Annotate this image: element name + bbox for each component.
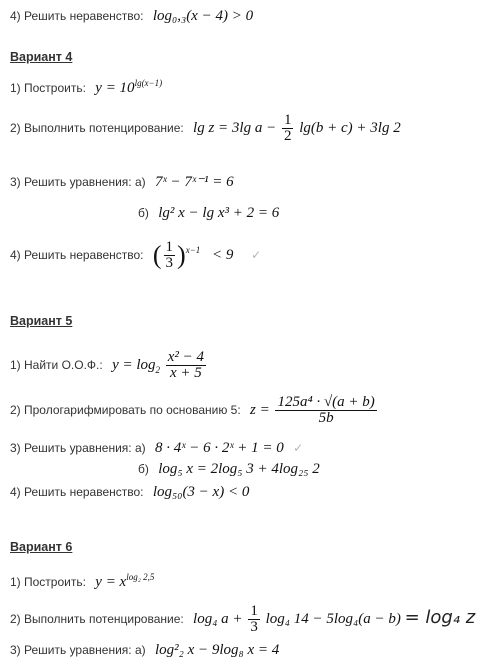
v5-task-2-frac-num: 125a⁴ · √(a + b) xyxy=(277,394,375,410)
v5-task-1-log-base: 2 xyxy=(155,364,161,375)
v5-task-2-fraction xyxy=(275,395,376,426)
top-inequality-expr: log₀,₃(x − 4) > 0 xyxy=(152,8,254,24)
v6-task-1-expr xyxy=(95,574,154,590)
v4-task-3-label: 3) Решить уравнения: а) xyxy=(10,175,146,189)
v6-task-2-frac-den: 3 xyxy=(250,619,258,635)
variant-5-title: Вариант 5 xyxy=(10,314,73,328)
v4-task-4-frac-num: 1 xyxy=(165,239,174,255)
v5-task-1 xyxy=(10,350,208,381)
v6-task-2-expr-b: log₄ 14 − 5log₄(a − b) xyxy=(265,610,401,627)
v5-task-1-fraction xyxy=(166,350,206,381)
v4-task-1 xyxy=(10,80,162,97)
v4-task-1-exponent: lg(x−1) xyxy=(134,78,163,88)
v5-task-1-expr-a: y = log xyxy=(112,356,156,373)
v4-task-4-close-paren: ) xyxy=(177,240,186,270)
v4-task-2-fraction xyxy=(282,113,294,144)
v5-task-3a-expr: 8 · 4ˣ − 6 · 2ˣ + 1 = 0 xyxy=(154,440,284,456)
v4-task-4-exponent: x−1 xyxy=(185,244,201,255)
top-inequality-label: 4) Решить неравенство: xyxy=(10,9,144,23)
v6-task-3a-expr: log²₂ x − 9log₈ x = 4 xyxy=(154,642,280,658)
v6-task-2 xyxy=(10,604,475,635)
v6-task-1 xyxy=(10,574,154,591)
v6-task-2-label: 2) Выполнить потенцирование: xyxy=(10,611,184,626)
v4-task-3b xyxy=(138,205,279,222)
v4-task-4-open-paren: ( xyxy=(152,240,162,270)
v5-task-4-expr: log₅₀(3 − x) < 0 xyxy=(152,484,250,500)
v5-task-3b-expr: log₅ x = 2log₅ 3 + 4log₂₅ 2 xyxy=(158,461,320,477)
v5-task-2-lhs: z = xyxy=(250,401,270,418)
v4-task-2-expr-b: lg(b + c) + 3lg 2 xyxy=(299,119,401,136)
v4-task-4-relation: < 9 xyxy=(212,246,234,263)
v5-task-1-frac-den: x + 5 xyxy=(170,365,202,381)
v4-task-4-expr xyxy=(152,239,262,271)
v5-task-4 xyxy=(10,484,249,501)
v6-task-3-label: 3) Решить уравнения: а) xyxy=(10,643,146,657)
v5-task-2-label: 2) Прологарифмировать по основанию 5: xyxy=(10,402,241,417)
v4-task-3b-expr: lg² x − lg x³ + 2 = 6 xyxy=(158,205,280,221)
v4-task-1-expr xyxy=(95,80,162,96)
v4-task-3a-expr: 7ˣ − 7ˣ⁻¹ = 6 xyxy=(154,174,234,190)
v4-task-2-frac-den: 2 xyxy=(283,128,292,144)
v4-task-2-label: 2) Выполнить потенцирование: xyxy=(10,120,184,135)
v5-task-2-frac-den: 5b xyxy=(318,410,334,426)
top-inequality xyxy=(10,8,253,25)
v6-task-2-fraction xyxy=(248,604,260,635)
v4-task-2-frac-num: 1 xyxy=(283,112,292,128)
v4-task-3a xyxy=(10,172,234,191)
v5-task-1-label: 1) Найти О.О.Ф.: xyxy=(10,357,103,372)
v5-task-1-expr xyxy=(112,349,208,381)
v4-task-4-label: 4) Решить неравенство: xyxy=(10,247,144,262)
v4-task-4-fraction xyxy=(164,240,176,271)
v5-task-3-label: 3) Решить уравнения: а) xyxy=(10,441,146,455)
v6-task-1-base: y = x xyxy=(95,574,127,590)
v5-task-1-frac-num: x² − 4 xyxy=(167,349,205,365)
v6-task-2-expr-a: log₄ a + xyxy=(193,610,243,627)
v6-task-2-frac-num: 1 xyxy=(250,603,258,619)
v5-task-2 xyxy=(10,395,379,426)
v5-task-4-label: 4) Решить неравенство: xyxy=(10,485,144,499)
v4-task-2-expr xyxy=(193,112,401,144)
v4-task-2 xyxy=(10,113,401,144)
v5-task-3b xyxy=(138,461,320,478)
variant-4-title: Вариант 4 xyxy=(10,50,73,64)
v6-task-3a xyxy=(10,642,279,659)
v5-task-3b-label: б) xyxy=(138,462,149,476)
variant-6-title: Вариант 6 xyxy=(10,540,73,554)
v6-task-2-handwritten-answer: = log₄ z xyxy=(404,606,476,628)
v4-task-4 xyxy=(10,240,261,271)
v6-task-1-label: 1) Построить: xyxy=(10,575,86,589)
v4-task-2-expr-a: lg z = 3lg a − xyxy=(193,119,277,136)
v4-task-1-base: y = 10 xyxy=(95,80,135,96)
v4-task-4-check-mark: ✓ xyxy=(251,247,262,262)
v5-task-3a xyxy=(10,440,303,457)
v4-task-1-label: 1) Построить: xyxy=(10,81,86,95)
v6-task-1-exponent: log₂ 2,5 xyxy=(126,572,155,582)
v5-task-3a-check-mark: ✓ xyxy=(293,441,304,455)
v5-task-2-expr xyxy=(250,394,379,426)
v4-task-3b-label: б) xyxy=(138,206,149,220)
v4-task-4-frac-den: 3 xyxy=(165,255,174,271)
v6-task-2-expr xyxy=(193,603,405,635)
